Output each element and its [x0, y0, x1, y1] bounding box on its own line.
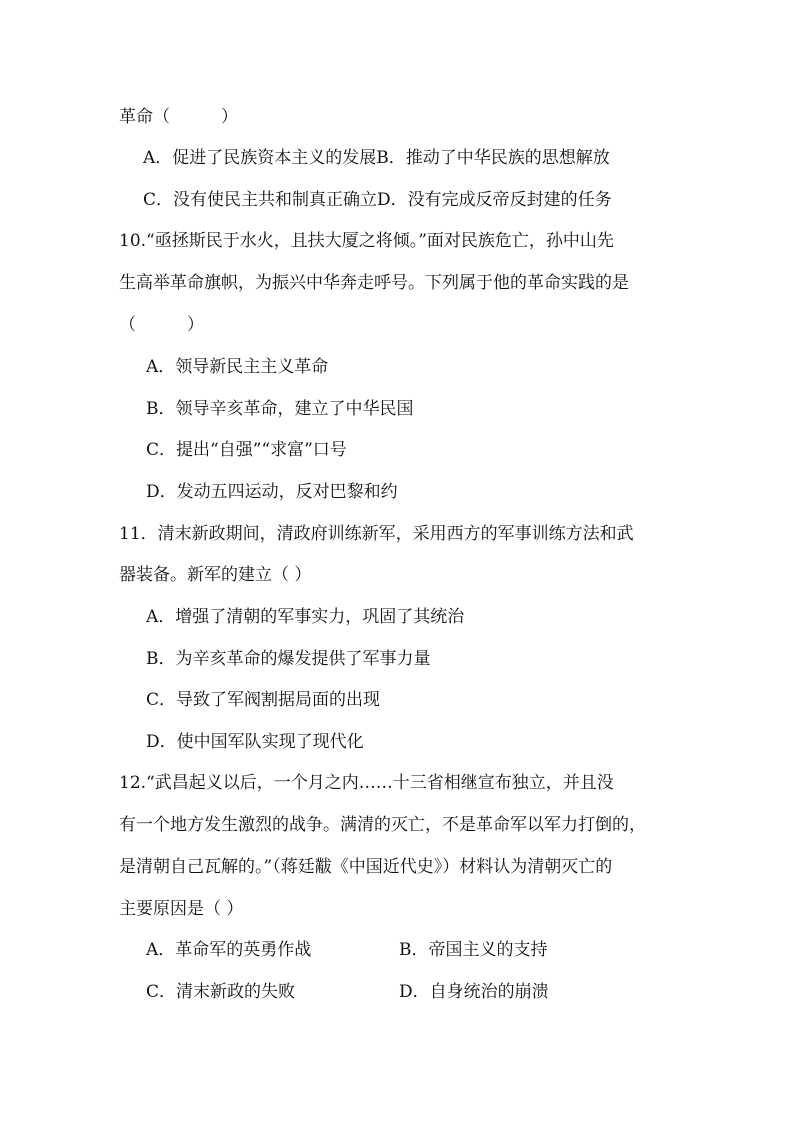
q12-stem-line-2: 有一个地方发生激烈的战争。满清的灭亡，不是革命军以军力打倒的， [119, 815, 646, 835]
q10-option-d: D．发动五四运动，反对巴黎和约 [146, 482, 398, 502]
q10-stem-line-1: 10.“亟拯斯民于水火，且扶大厦之将倾。”面对民族危亡，孙中山先 [119, 231, 614, 251]
q10-stem-line-2: 生高举革命旗帜，为振兴中华奔走呼号。下列属于他的革命实践的是 [119, 273, 629, 293]
q11-option-b: B．为辛亥革命的爆发提供了军事力量 [146, 649, 431, 669]
q10-option-a: A．领导新民主主义革命 [146, 357, 329, 377]
q12-option-c: C．清末新政的失败 [146, 982, 296, 1002]
q10-option-b: B．领导辛亥革命，建立了中华民国 [146, 399, 414, 419]
q11-stem-line-2: 器装备。新军的建立（ ） [119, 565, 312, 585]
q11-stem-line-1: 11．清末新政期间，清政府训练新军，采用西方的军事训练方法和武 [119, 524, 634, 544]
q9-options-cd: C．没有使民主共和制真正确立D．没有完成反帝反封建的任务 [143, 190, 612, 210]
q12-stem-line-3: 是清朝自己瓦解的。”（蒋廷黻《中国近代史》）材料认为清朝灭亡的 [119, 857, 613, 877]
q12-stem-line-4: 主要原因是（ ） [119, 899, 244, 919]
q11-option-a: A．增强了清朝的军事实力，巩固了其统治 [146, 607, 465, 627]
q9-options-ab: A．促进了民族资本主义的发展B．推动了中华民族的思想解放 [143, 148, 610, 168]
q10-option-c: C．提出“自强”“求富”口号 [146, 440, 347, 460]
q12-option-a: A．革命军的英勇作战 [146, 940, 312, 960]
q11-option-c: C．导致了军阀割据局面的出现 [146, 690, 381, 710]
q10-stem-line-3: （ ） [119, 315, 204, 335]
q12-option-d: D．自身统治的崩溃 [399, 982, 549, 1002]
q12-option-b: B．帝国主义的支持 [399, 940, 548, 960]
q9-stem-tail: 革命（ ） [119, 107, 238, 127]
q11-option-d: D．使中国军队实现了现代化 [146, 732, 364, 752]
q12-stem-line-1: 12.“武昌起义以后，一个月之内……十三省相继宣布独立，并且没 [119, 773, 614, 793]
